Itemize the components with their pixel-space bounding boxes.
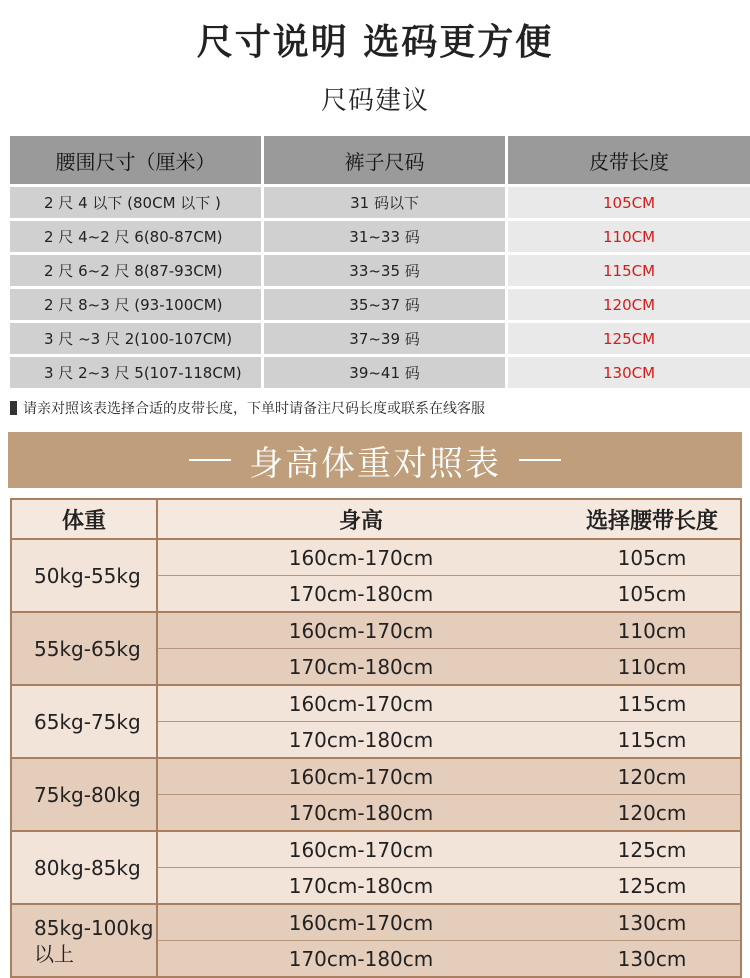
table-header-row xyxy=(10,136,750,184)
belt-cell: 130cm xyxy=(617,946,687,971)
belt-cell: 120cm xyxy=(617,764,687,789)
weight-cell: 50kg-55kg xyxy=(12,540,158,611)
belt-length-cell: 120CM xyxy=(508,289,750,320)
weight-group xyxy=(12,686,740,759)
banner-dash-left xyxy=(189,459,231,461)
waist-cell: 2 尺 4~2 尺 6(80-87CM) xyxy=(10,221,261,252)
header-weight: 体重 xyxy=(12,500,158,538)
header-height: 身高 xyxy=(338,508,383,534)
table-row xyxy=(10,289,750,320)
height-cell: 160cm-170cm xyxy=(288,764,434,789)
height-cell: 170cm-180cm xyxy=(288,581,434,606)
height-cell: 160cm-170cm xyxy=(288,618,434,643)
table-row xyxy=(158,832,740,868)
belt-length-cell: 125CM xyxy=(508,323,750,354)
weight-group xyxy=(12,540,740,613)
weight-group xyxy=(12,613,740,686)
table-row xyxy=(158,941,740,976)
belt-cell: 110cm xyxy=(617,654,687,679)
table-row xyxy=(10,221,750,252)
height-cell: 170cm-180cm xyxy=(288,800,434,825)
note-marker-icon xyxy=(10,401,17,415)
height-weight-banner xyxy=(8,432,742,488)
height-cell: 170cm-180cm xyxy=(288,946,434,971)
table-row xyxy=(10,357,750,388)
belt-cell: 120cm xyxy=(617,800,687,825)
header-pants-size: 裤子尺码 xyxy=(264,136,505,184)
header-belt-choice: 选择腰带长度 xyxy=(585,508,718,534)
belt-length-cell: 110CM xyxy=(508,221,750,252)
pants-size-cell: 31 码以下 xyxy=(264,187,505,218)
pants-size-cell: 33~35 码 xyxy=(264,255,505,286)
belt-cell: 125cm xyxy=(617,873,687,898)
table-row xyxy=(10,255,750,286)
table-row xyxy=(158,905,740,941)
table-row xyxy=(158,540,740,576)
height-cell: 170cm-180cm xyxy=(288,654,434,679)
table-row xyxy=(10,187,750,218)
pants-size-cell: 31~33 码 xyxy=(264,221,505,252)
banner-dash-right xyxy=(519,459,561,461)
weight-group xyxy=(12,832,740,905)
waist-cell: 3 尺 2~3 尺 5(107-118CM) xyxy=(10,357,261,388)
height-cell: 160cm-170cm xyxy=(288,837,434,862)
table-header-row xyxy=(12,500,740,540)
weight-cell: 65kg-75kg xyxy=(12,686,158,757)
belt-cell: 105cm xyxy=(617,581,687,606)
table-row xyxy=(158,649,740,684)
weight-group xyxy=(12,905,740,976)
table-row xyxy=(158,686,740,722)
belt-cell: 130cm xyxy=(617,910,687,935)
size-note xyxy=(10,398,485,418)
height-cell: 170cm-180cm xyxy=(288,873,434,898)
waist-cell: 2 尺 4 以下 (80CM 以下 ) xyxy=(10,187,261,218)
height-cell: 170cm-180cm xyxy=(288,727,434,752)
table-row xyxy=(158,613,740,649)
table-row xyxy=(158,868,740,903)
waist-cell: 3 尺 ~3 尺 2(100-107CM) xyxy=(10,323,261,354)
banner-title: 身高体重对照表 xyxy=(249,443,501,484)
pants-size-cell: 39~41 码 xyxy=(264,357,505,388)
waist-cell: 2 尺 8~3 尺 (93-100CM) xyxy=(10,289,261,320)
table-row xyxy=(158,576,740,611)
table-row xyxy=(10,323,750,354)
page-title: 尺寸说明 选码更方便 xyxy=(196,22,554,63)
height-cell: 160cm-170cm xyxy=(288,910,434,935)
belt-cell: 125cm xyxy=(617,837,687,862)
belt-length-cell: 130CM xyxy=(508,357,750,388)
table-row xyxy=(158,759,740,795)
weight-cell: 80kg-85kg xyxy=(12,832,158,903)
height-cell: 160cm-170cm xyxy=(288,545,434,570)
section-subtitle: 尺码建议 xyxy=(320,86,429,116)
belt-length-cell: 105CM xyxy=(508,187,750,218)
belt-cell: 115cm xyxy=(617,691,687,716)
size-recommendation-table xyxy=(10,136,750,391)
weight-cell: 75kg-80kg xyxy=(12,759,158,830)
belt-cell: 110cm xyxy=(617,618,687,643)
weight-cell: 85kg-100kg以上 xyxy=(12,905,158,976)
table-row xyxy=(158,722,740,757)
belt-cell: 105cm xyxy=(617,545,687,570)
waist-cell: 2 尺 6~2 尺 8(87-93CM) xyxy=(10,255,261,286)
weight-cell: 55kg-65kg xyxy=(12,613,158,684)
height-cell: 160cm-170cm xyxy=(288,691,434,716)
height-weight-table xyxy=(10,498,742,978)
weight-group xyxy=(12,759,740,832)
header-waist: 腰围尺寸（厘米） xyxy=(10,136,261,184)
note-text: 请亲对照该表选择合适的皮带长度，下单时请备注尺码长度或联系在线客服 xyxy=(23,401,485,417)
header-belt-length: 皮带长度 xyxy=(508,136,750,184)
belt-length-cell: 115CM xyxy=(508,255,750,286)
belt-cell: 115cm xyxy=(617,727,687,752)
pants-size-cell: 35~37 码 xyxy=(264,289,505,320)
pants-size-cell: 37~39 码 xyxy=(264,323,505,354)
table-row xyxy=(158,795,740,830)
